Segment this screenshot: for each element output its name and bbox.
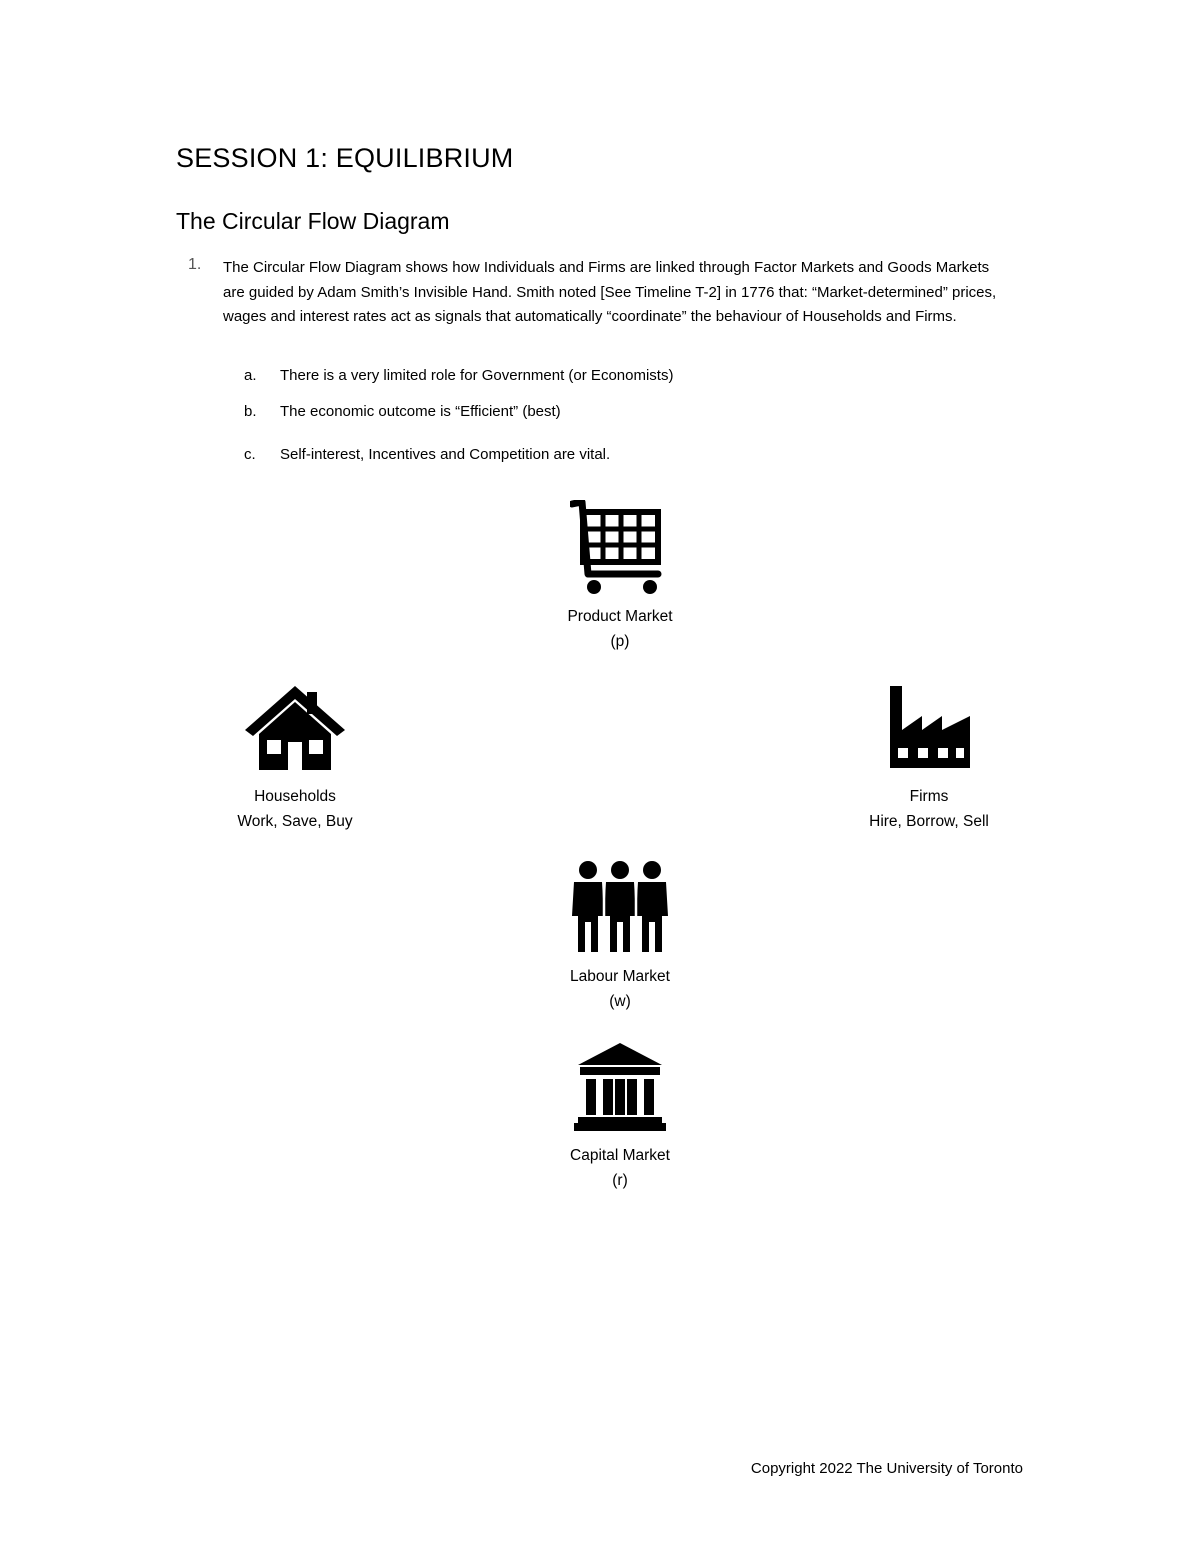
- labour-market-label: Labour Market: [570, 968, 670, 985]
- households-label: Households: [254, 788, 336, 805]
- subitem-text-a: There is a very limited role for Government (or Economists): [280, 367, 674, 384]
- product-market-label: Product Market: [567, 608, 673, 625]
- page-title: SESSION 1: EQUILIBRIUM: [176, 143, 514, 173]
- people-icon: [568, 860, 672, 959]
- house-icon: [245, 684, 345, 777]
- subitem-letter-c: c.: [244, 446, 256, 463]
- firms-activities: Hire, Borrow, Sell: [869, 813, 989, 830]
- subitem-letter-b: b.: [244, 403, 257, 420]
- capital-market-label: Capital Market: [570, 1147, 670, 1164]
- subitem-text-c: Self-interest, Incentives and Competition are vital.: [280, 446, 611, 463]
- shopping-cart-icon: [570, 500, 664, 601]
- section-heading: The Circular Flow Diagram: [176, 208, 450, 234]
- labour-market-wage: (w): [609, 993, 631, 1010]
- list-paragraph: The Circular Flow Diagram shows how Individuals and Firms are linked through Factor Markets and Goods Markets are guided by Adam Smith’s Invisible Hand. Smith noted [See Timeline T-2] in 1776 that: “Market-determined” prices, wages and interest rates act as signals that automatically “coordinate” the behaviour of Households and Firms.: [223, 259, 997, 325]
- capital-market-caption: [500, 1143, 740, 1193]
- product-market-caption: [500, 604, 740, 654]
- bank-icon: [574, 1043, 666, 1136]
- firms-label: Firms: [909, 788, 949, 805]
- copyright-footer: Copyright 2022 The University of Toronto: [750, 1460, 1023, 1477]
- subitem-text-b: The economic outcome is “Efficient” (best): [280, 403, 561, 420]
- households-caption: [175, 784, 415, 834]
- labour-market-caption: [500, 964, 740, 1014]
- product-market-price: (p): [610, 633, 630, 650]
- list-number: 1.: [188, 256, 202, 273]
- households-activities: Work, Save, Buy: [237, 813, 353, 830]
- subitem-letter-a: a.: [244, 367, 257, 384]
- firms-caption: [809, 784, 1049, 834]
- capital-market-rate: (r): [612, 1172, 628, 1189]
- factory-icon: [888, 686, 972, 775]
